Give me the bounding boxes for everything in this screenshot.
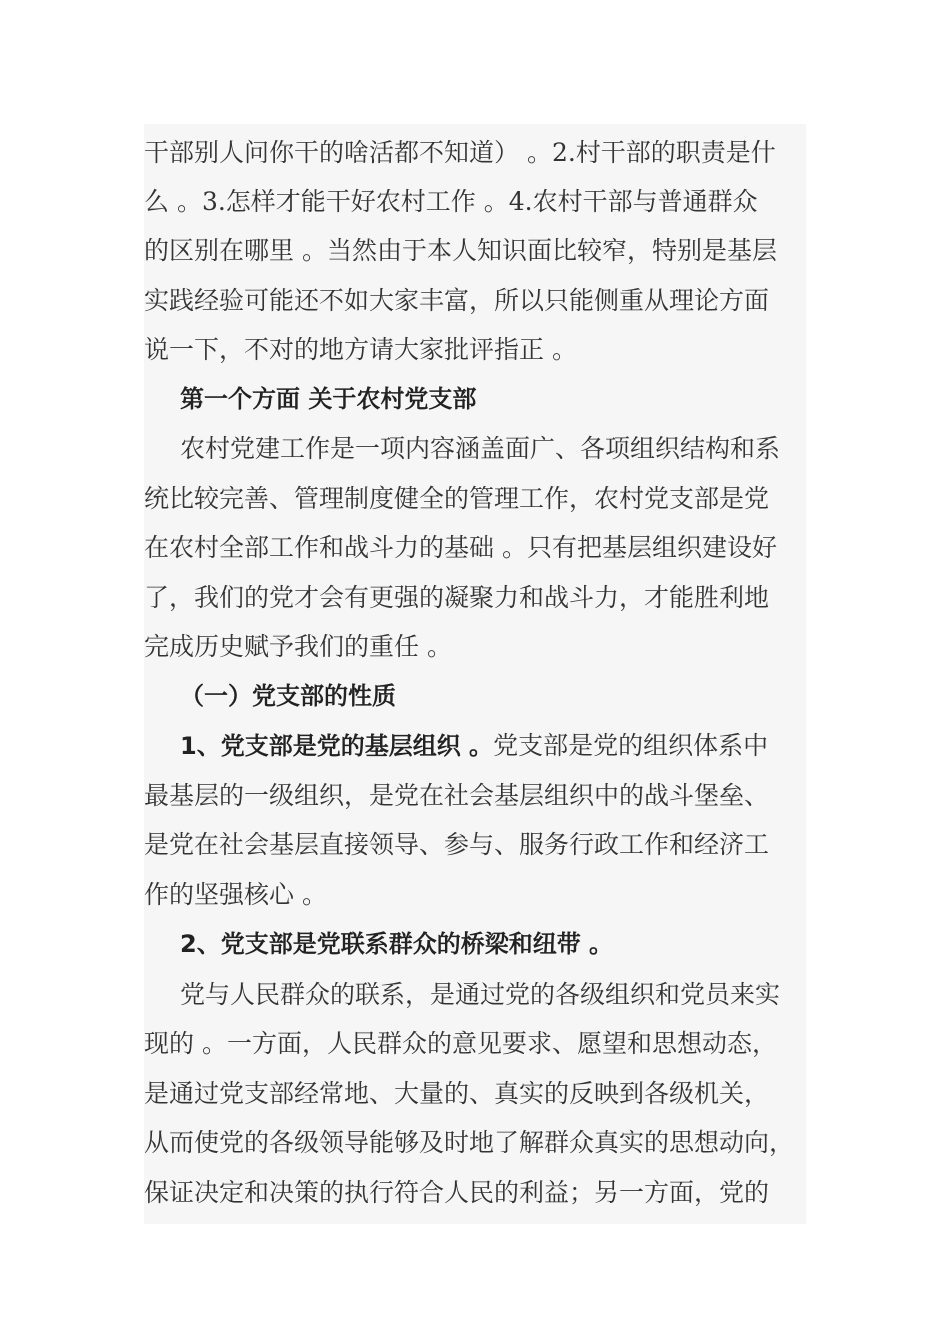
paragraph-line: 农村党建工作是一项内容涵盖面广、各项组织结构和系	[180, 434, 781, 463]
paragraph-line: 是党在社会基层直接领导、参与、服务行政工作和经济工	[144, 830, 770, 859]
paragraph-line: 么 。3.怎样才能干好农村工作 。4.农村干部与普通群众	[144, 187, 758, 216]
paragraph-line: 在农村全部工作和战斗力的基础 。只有把基层组织建设好	[144, 533, 777, 562]
paragraph-line: 干部别人问你干的啥活都不知道） 。2.村干部的职责是什	[144, 138, 776, 167]
section-heading: 第一个方面 关于农村党支部	[180, 385, 477, 413]
subsection-heading: （一）党支部的性质	[180, 682, 396, 710]
paragraph-line: 最基层的一级组织，是党在社会基层组织中的战斗堡垒、	[144, 781, 770, 810]
paragraph-line: 党与人民群众的联系，是通过党的各级组织和党员来实	[180, 980, 781, 1009]
text-block	[144, 124, 806, 1224]
paragraph-line: 保证决定和决策的执行符合人民的利益；另一方面，党的	[144, 1178, 770, 1207]
paragraph-line: 说一下，不对的地方请大家批评指正 。	[144, 335, 577, 364]
paragraph-line: 实践经验可能还不如大家丰富，所以只能侧重从理论方面	[144, 286, 770, 315]
paragraph-line: 完成历史赋予我们的重任 。	[144, 632, 452, 661]
paragraph-line: 统比较完善、管理制度健全的管理工作，农村党支部是党	[144, 484, 770, 513]
point-text: 党支部是党的组织体系中	[493, 731, 769, 760]
paragraph-line: 了，我们的党才会有更强的凝聚力和战斗力，才能胜利地	[144, 583, 770, 612]
paragraph-line: 从而使党的各级领导能够及时地了解群众真实的思想动向，	[144, 1128, 795, 1157]
point-heading: 1、党支部是党的基层组织 。	[180, 732, 494, 760]
paragraph-line: 作的坚强核心 。	[144, 880, 327, 909]
paragraph-line: 是通过党支部经常地、大量的、真实的反映到各级机关，	[144, 1079, 770, 1108]
point-heading: 2、党支部是党联系群众的桥梁和纽带 。	[180, 930, 614, 958]
paragraph-line: 现的 。一方面，人民群众的意见要求、愿望和思想动态，	[144, 1029, 777, 1058]
paragraph-line	[180, 721, 842, 770]
paragraph-line: 的区别在哪里 。当然由于本人知识面比较窄，特别是基层	[144, 236, 777, 265]
